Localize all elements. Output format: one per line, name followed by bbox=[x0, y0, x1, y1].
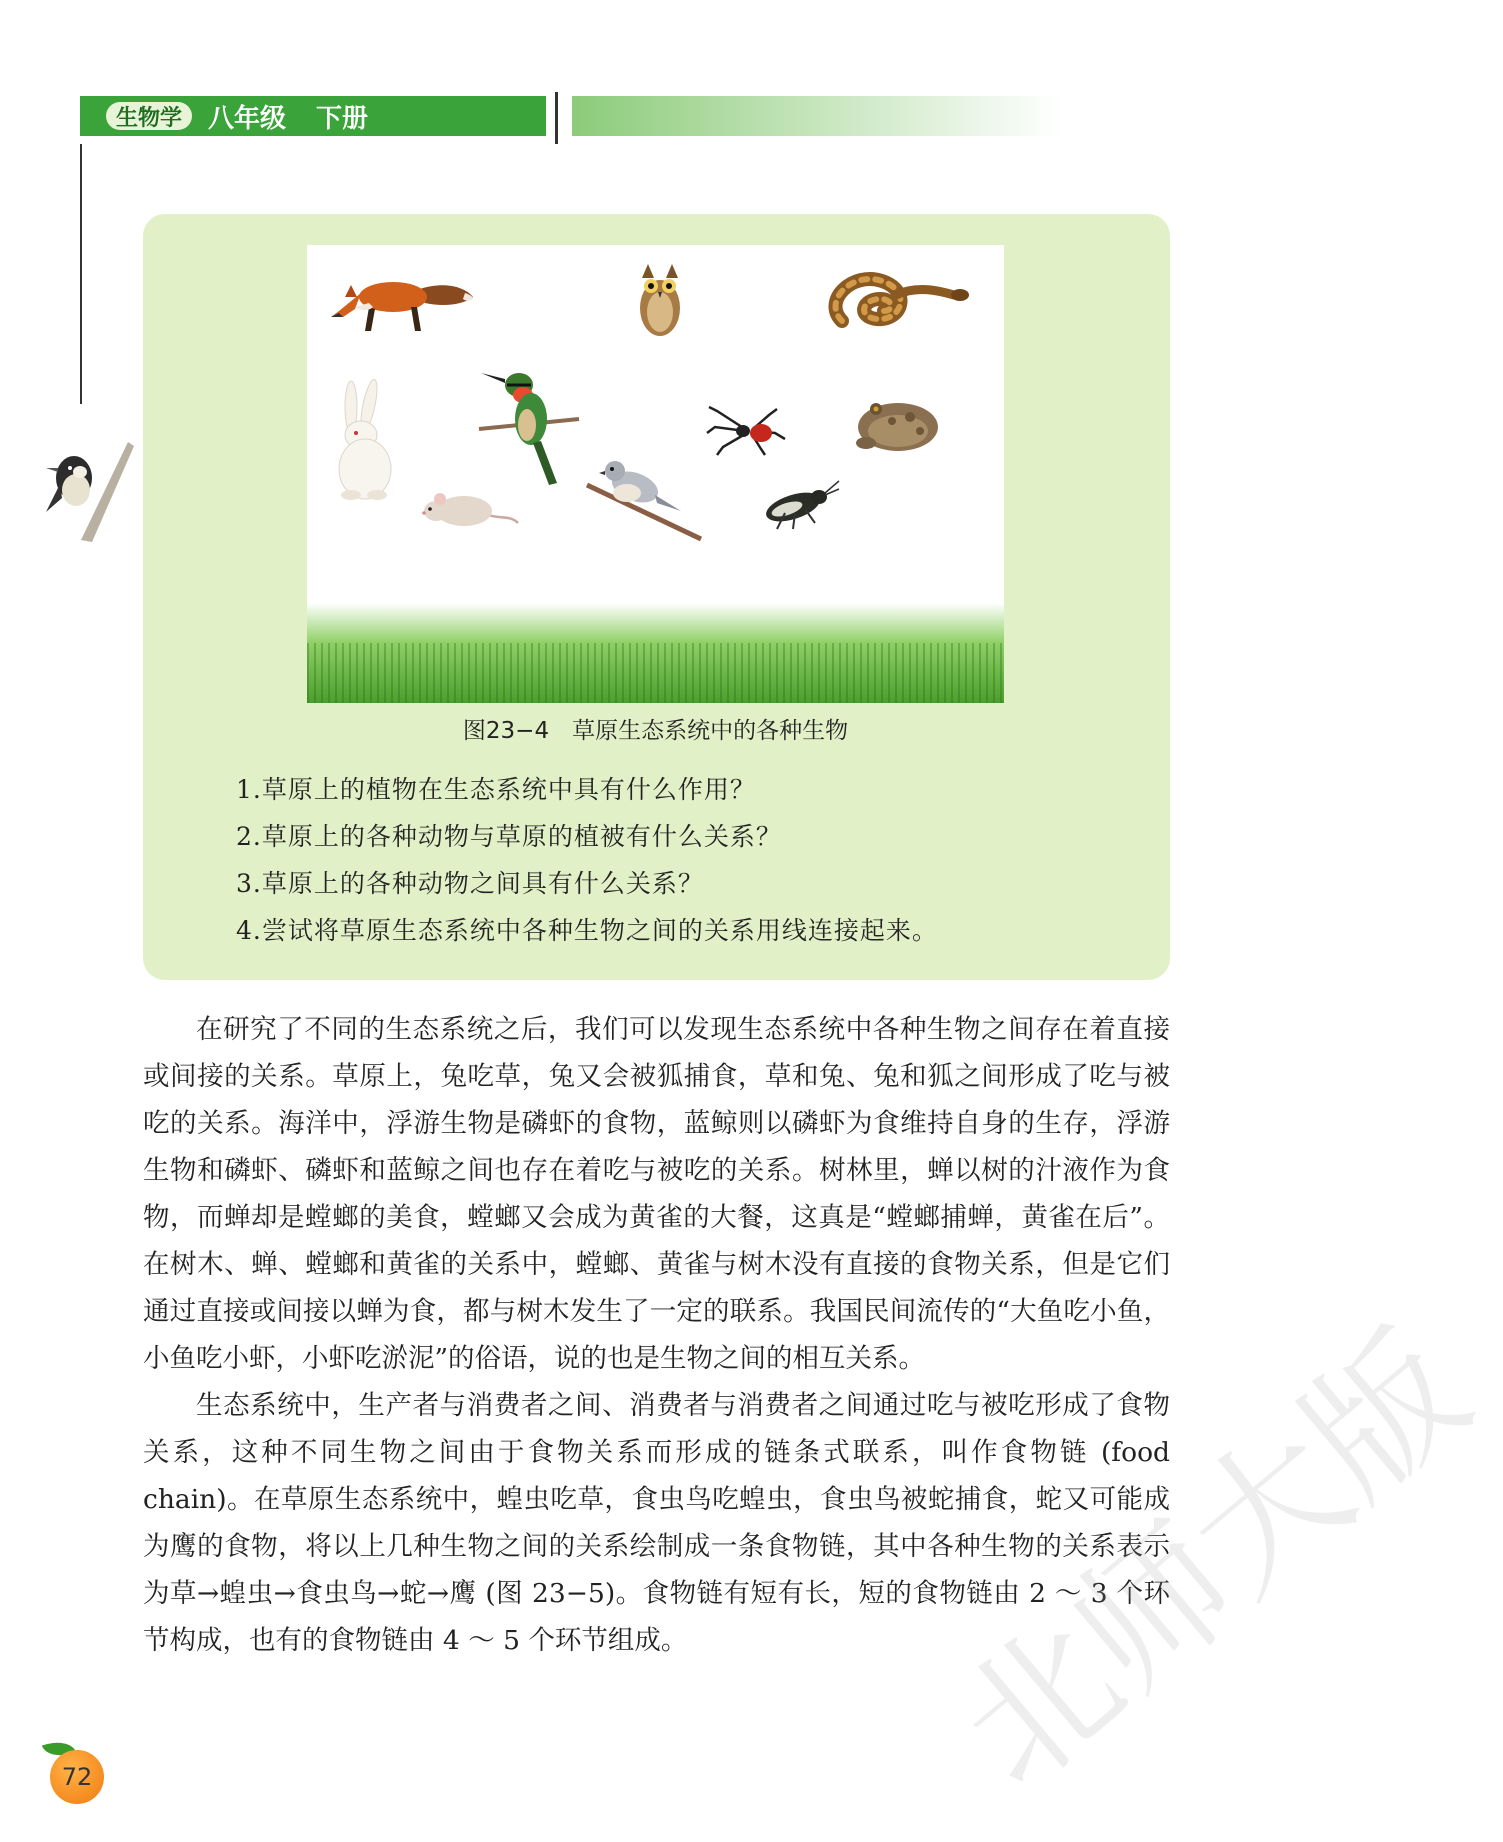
toad-icon bbox=[852, 391, 942, 457]
question-list bbox=[236, 766, 1136, 954]
cricket-icon bbox=[755, 477, 840, 532]
question-2: 2.草原上的各种动物与草原的植被有什么关系？ bbox=[236, 822, 782, 851]
grade-label: 八年级 bbox=[208, 103, 287, 134]
question-4: 4.尝试将草原生态系统中各种生物之间的关系用线连接起来。 bbox=[236, 916, 938, 945]
margin-line bbox=[80, 144, 82, 404]
header-divider bbox=[555, 92, 558, 144]
rabbit-icon bbox=[329, 377, 399, 502]
grass-strip bbox=[307, 603, 1004, 703]
spider-icon bbox=[707, 405, 787, 455]
question-1: 1.草原上的植物在生态系统中具有什么作用？ bbox=[236, 775, 756, 804]
mouse-icon bbox=[420, 485, 520, 529]
small-bird-icon bbox=[585, 455, 705, 540]
paragraph-1: 在研究了不同的生态系统之后，我们可以发现生态系统中各种生物之间存在着直接或间接的关系。草原上，兔吃草，兔又会被狐捕食，草和兔、兔和狐之间形成了吃与被吃的关系。海洋中，浮游生物是磷虾的食物，蓝鲸则以磷虾为食维持自身的生存，浮游生物和磷虾、磷虾和蓝鲸之间也存在着吃与被吃的关系。树林里，蝉以树的汁液作为食物，而蝉却是螳螂的美食，螳螂又会成为黄雀的大餐，这真是“螳螂捕蝉，黄雀在后”。在树木、蝉、螳螂和黄雀的关系中，螳螂、黄雀与树木没有直接的食物关系，但是它们通过直接或间接以蝉为食，都与树木发生了一定的联系。我国民间流传的“大鱼吃小鱼，小鱼吃小虾，小虾吃淤泥”的俗语，说的也是生物之间的相互关系。 bbox=[143, 1014, 1170, 1374]
question-3: 3.草原上的各种动物之间具有什么关系？ bbox=[236, 869, 704, 898]
snake-icon bbox=[822, 261, 972, 341]
grassland-figure bbox=[307, 245, 1004, 703]
volume-label: 下册 bbox=[316, 103, 369, 134]
figure-caption: 图23−4 草原生态系统中的各种生物 bbox=[462, 718, 849, 744]
header-bar bbox=[80, 96, 546, 136]
watermark: 北师大版 bbox=[927, 1301, 1499, 1821]
paragraph-2: 生态系统中，生产者与消费者之间、消费者与消费者之间通过吃与被吃形成了食物关系，这种不同生物之间由于食物关系而形成的链条式联系，叫作食物链 (food chain)。在草原生态系统中，蝗虫吃草，食虫鸟吃蝗虫，食虫鸟被蛇捕食，蛇又可能成为鹰的食物，将以上几种生物之间的关系绘制成一条食物链，其中各种生物的关系表示为草→蝗虫→食虫鸟→蛇→鹰 (图 23−5)。食物链有短有长，短的食物链由 2 ～ 3 个环节构成，也有的食物链由 4 ～ 5 个环节组成。 bbox=[143, 1390, 1170, 1656]
subject-badge: 生物学 bbox=[106, 102, 192, 130]
bee-eater-bird-icon bbox=[475, 363, 585, 488]
page-number-badge bbox=[44, 1740, 114, 1810]
page-number: 72 bbox=[50, 1750, 104, 1804]
margin-bird-icon bbox=[36, 420, 136, 545]
owl-icon bbox=[632, 260, 688, 340]
fox-icon bbox=[325, 267, 475, 337]
header-gradient-band bbox=[572, 96, 1062, 136]
